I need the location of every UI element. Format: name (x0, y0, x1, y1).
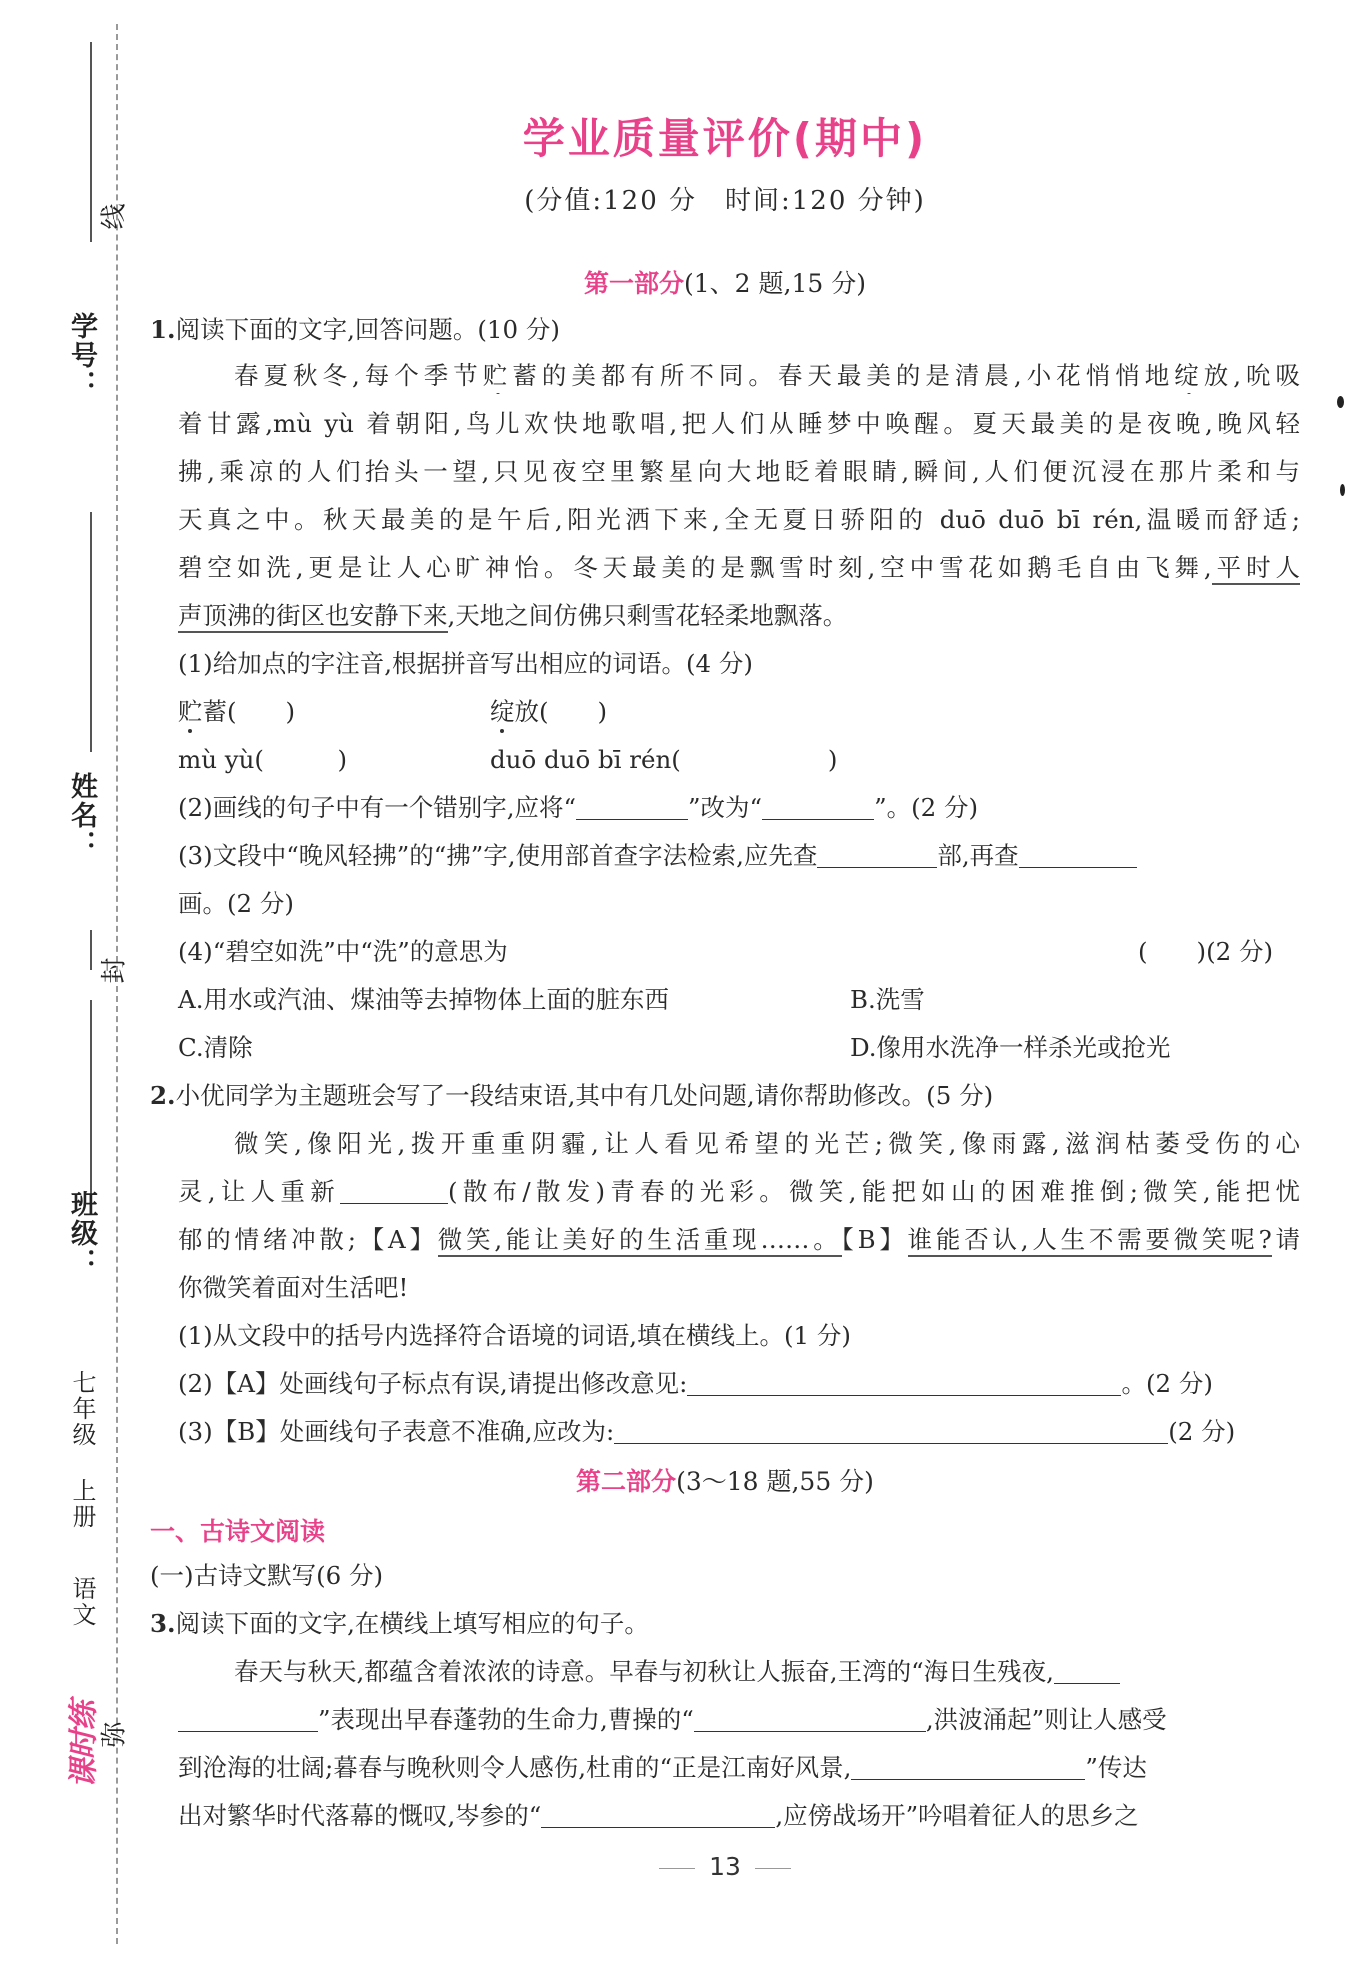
q2-passage-text: (散布/散发)青春的光彩。微笑,能把如山的困难推倒;微笑,能把忧 (448, 1177, 1300, 1206)
page-subtitle: (分值:120 分 时间:120 分钟) (524, 186, 926, 216)
q1-sub1-item-a (178, 694, 295, 730)
q1-option-c: C.清除 (178, 1033, 253, 1062)
q3-passage-text: ”传达 (1085, 1753, 1147, 1782)
binding-word-seal: 封 (99, 957, 130, 984)
page-number-dash (755, 1868, 791, 1869)
answer-blank[interactable] (340, 1177, 448, 1204)
q1-number: 1. (150, 315, 176, 344)
q2-sub3-text: (3)【B】处画线句子表意不准确,应改为: (178, 1417, 615, 1446)
answer-blank[interactable] (1019, 841, 1137, 868)
answer-blank[interactable] (1054, 1657, 1120, 1684)
dotted-char: 贮 (482, 361, 513, 390)
q3-passage-line-4 (178, 1798, 1139, 1834)
answer-blank[interactable] (614, 1417, 1168, 1444)
q1-sub4: (4)“碧空如洗”中“洗”的意思为 (178, 937, 508, 966)
name-label: 姓名： (66, 772, 97, 859)
q1-sub1-item-d: duō duō bī rén( ) (490, 745, 838, 774)
part2-label: 第二部分 (576, 1467, 677, 1496)
q1-sub2-text: ”改为“ (688, 793, 763, 822)
q2-sub2 (178, 1366, 1213, 1402)
binding-word-close: 弥 (99, 1721, 130, 1748)
answer-paren: ( ) (227, 697, 296, 726)
q1-passage-line-6 (178, 598, 1300, 634)
q1-option-a: A.用水或汽油、煤油等去掉物体上面的脏东西 (178, 985, 669, 1014)
q2-passage-text: 请 (1271, 1225, 1300, 1254)
subject-label: 语文 (68, 1576, 96, 1628)
q1-sub2-text: ”。(2 分) (874, 793, 979, 822)
student-id-write-line (90, 42, 92, 242)
answer-blank[interactable] (178, 1705, 318, 1732)
page-title: 学业质量评价(期中) (522, 114, 928, 163)
answer-blank[interactable] (576, 793, 688, 820)
q1-sub2 (178, 790, 978, 826)
grade-book-label: 七年级 上册 (68, 1370, 96, 1530)
class-label: 班级： (66, 1190, 97, 1277)
q1-passage-text: 碧空如洗,更是让人心旷神怡。冬天最美的是飘雪时刻,空中雪花如鹅毛自由飞舞, (178, 553, 1212, 582)
q3-number: 3. (150, 1609, 176, 1638)
underlined-sentence: 声顶沸的街区也安静下来 (178, 601, 448, 633)
q1-sub3 (178, 838, 1137, 874)
class-write-line-top (90, 930, 92, 970)
q2-sub1: (1)从文段中的括号内选择符合语境的词语,填在横线上。(1 分) (178, 1321, 851, 1350)
q3-passage-line-3 (178, 1750, 1147, 1786)
q2-passage-text: 郁的情绪冲散;【A】 (178, 1225, 438, 1254)
class-write-line (90, 1000, 92, 1200)
q1-passage-text: 放,吮吸 (1203, 361, 1300, 390)
q3-passage-text: ,应傍战场开”吟唱着征人的思乡之 (775, 1801, 1139, 1830)
answer-blank[interactable] (851, 1753, 1085, 1780)
q2-passage-line-4: 你微笑着面对生活吧! (178, 1273, 409, 1302)
q1-passage-line-2: 着甘露,mù yù 着朝阳,鸟儿欢快地歌唱,把人们从睡梦中唤醒。夏天最美的是夜晚,晚风轻 (178, 409, 1300, 438)
q1-sub1: (1)给加点的字注音,根据拼音写出相应的词语。(4 分) (178, 649, 753, 678)
page-number-text: 13 (709, 1852, 741, 1881)
q1-passage-line-1 (234, 358, 1300, 394)
page-number (150, 1852, 1300, 1881)
q3-passage-text: ”表现出早春蓬勃的生命力,曹操的“ (318, 1705, 694, 1734)
student-id-label: 学号： (66, 312, 97, 399)
q1-sub4-score: ( )(2 分) (1138, 937, 1274, 966)
q2-sub2-text: (2)【A】处画线句子标点有误,请提出修改意见: (178, 1369, 688, 1398)
edge-mark (1340, 484, 1345, 496)
underlined-sentence: 微笑,能让美好的生活重现……。 (438, 1225, 842, 1257)
q3-passage-text: 到沧海的壮阔;暮春与晚秋则令人感伤,杜甫的“正是江南好风景, (178, 1753, 852, 1782)
subsection-recitation: (一)古诗文默写(6 分) (150, 1561, 384, 1590)
q2-stem-text: 小优同学为主题班会写了一段结束语,其中有几处问题,请你帮助修改。(5 分) (175, 1081, 994, 1110)
q1-option-d: D.像用水洗净一样杀光或抢光 (850, 1033, 1171, 1062)
name-write-line (90, 512, 92, 752)
q2-sub2-text: 。(2 分) (1121, 1369, 1213, 1398)
binding-dashed-line (116, 24, 118, 1944)
answer-blank[interactable] (762, 793, 874, 820)
q1-passage-text: 春夏秋冬,每个季节 (234, 361, 483, 390)
brand-logo: 课时练 (66, 1701, 101, 1789)
q1-sub3-text: (3)文段中“晚风轻拂”的“拂”字,使用部首查字法检索,应先查 (178, 841, 818, 870)
answer-blank[interactable] (687, 1369, 1121, 1396)
answer-blank[interactable] (817, 841, 937, 868)
part2-heading (150, 1462, 1300, 1498)
page-number-dash (659, 1868, 695, 1869)
dotted-char: 绽 (1174, 361, 1204, 390)
part1-heading (150, 264, 1300, 300)
q3-passage-text: 出对繁华时代落幕的慨叹,岑参的“ (178, 1801, 542, 1830)
q3-passage-line-1 (234, 1654, 1120, 1690)
q1-sub1-char: 放 (514, 697, 539, 726)
q3-stem (150, 1606, 649, 1642)
q2-passage-text: 【B】 (841, 1225, 908, 1254)
q1-sub3-text: 部,再查 (937, 841, 1019, 870)
q1-passage-line-5 (178, 550, 1300, 586)
edge-mark (1337, 396, 1344, 408)
q2-passage-line-2 (178, 1174, 1300, 1210)
q2-number: 2. (150, 1081, 176, 1110)
dotted-char: 绽 (490, 697, 515, 726)
q1-passage-text: 蓄 (512, 361, 542, 390)
q1-sub2-text: (2)画线的句子中有一个错别字,应将“ (178, 793, 577, 822)
dotted-char: 贮 (178, 697, 203, 726)
q1-sub1-item-c: mù yù( ) (178, 745, 348, 774)
part2-detail: (3～18 题,55 分) (676, 1467, 874, 1496)
q3-passage-text: ,洪波涌起”则让人感受 (925, 1705, 1167, 1734)
q2-sub3 (178, 1414, 1235, 1450)
part1-label: 第一部分 (584, 269, 685, 298)
q1-passage-line-3: 拂,乘凉的人们抬头一望,只见夜空里繁星向大地眨着眼睛,瞬间,人们便沉浸在那片柔和与 (178, 457, 1300, 486)
q1-option-b: B.洗雪 (850, 985, 925, 1014)
q3-passage-text: 春天与秋天,都蕴含着浓浓的诗意。早春与初秋让人振奋,王湾的“海日生残夜, (234, 1657, 1054, 1686)
answer-paren: ( ) (539, 697, 608, 726)
part1-detail: (1、2 题,15 分) (684, 269, 866, 298)
q2-passage-text: 灵,让人重新 (178, 1177, 340, 1206)
q2-stem (150, 1078, 993, 1114)
q3-stem-text: 阅读下面的文字,在横线上填写相应的句子。 (175, 1609, 649, 1638)
q1-stem-text: 阅读下面的文字,回答问题。(10 分) (175, 315, 560, 344)
underlined-sentence: 谁能否认,人生不需要微笑呢? (908, 1225, 1272, 1257)
q1-passage-text: 的美都有所不同。春天最美的是清晨,小花悄悄地 (541, 361, 1175, 390)
q1-stem (150, 312, 560, 348)
q2-passage-line-1: 微笑,像阳光,拨开重重阴霾,让人看见希望的光芒;微笑,像雨露,滋润枯萎受伤的心 (234, 1129, 1300, 1158)
section-ancient-poetry: 一、古诗文阅读 (150, 1517, 326, 1546)
q1-sub1-char: 蓄 (202, 697, 227, 726)
binding-word-line: 线 (99, 203, 130, 230)
q1-sub1-item-b (490, 694, 607, 730)
q1-passage-line-4: 天真之中。秋天最美的是午后,阳光洒下来,全无夏日骄阳的 duō duō bī rén,温暖而舒适; (178, 505, 1300, 534)
answer-blank[interactable] (694, 1705, 926, 1732)
q1-passage-text: ,天地之间仿佛只剩雪花轻柔地飘落。 (447, 601, 848, 630)
q1-sub3-line2: 画。(2 分) (178, 889, 294, 918)
underlined-sentence: 平时人 (1212, 553, 1300, 585)
q3-passage-line-2 (178, 1702, 1167, 1738)
q2-passage-line-3 (178, 1222, 1300, 1258)
q2-sub3-text: (2 分) (1168, 1417, 1236, 1446)
answer-blank[interactable] (541, 1801, 775, 1828)
